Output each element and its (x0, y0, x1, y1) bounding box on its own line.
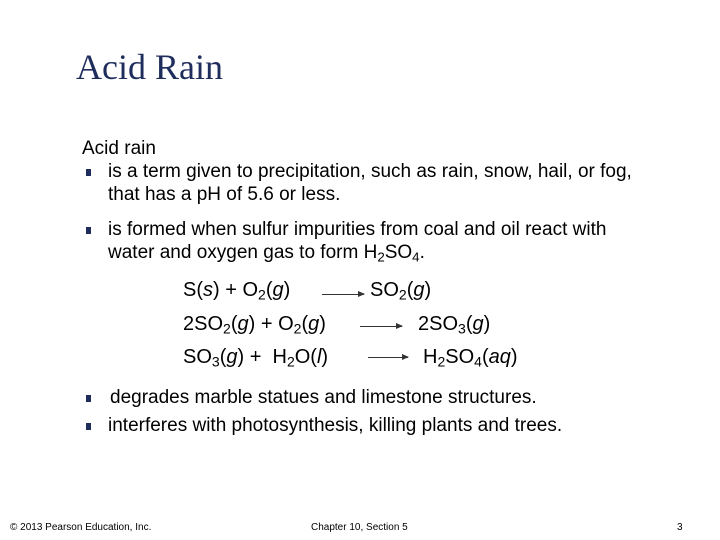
equation-2-reactants: $2SO_2(g) + O_2(g)$ (183, 313, 326, 337)
bullet-marker (86, 227, 91, 234)
bullet-text: is formed when sulfur impurities from coal and oil react with (108, 219, 607, 240)
bullet-text-continued: that has a pH of 5.6 or less. (108, 184, 341, 205)
bullet-marker (86, 423, 91, 430)
footer-page-number: 3 (677, 522, 683, 533)
footer-copyright: © 2013 Pearson Education, Inc. (10, 522, 152, 533)
reaction-arrow (360, 326, 402, 327)
section-heading: Acid rain (82, 138, 156, 159)
bullet-marker (86, 395, 91, 402)
bullet-marker (86, 169, 91, 176)
bullet-text-continued: water and oxygen gas to form $H_2SO_4$. (108, 242, 425, 265)
equation-3-products: $H_2SO_4(aq)$ (423, 346, 518, 370)
equation-1-products: $SO_2(g)$ (370, 279, 432, 303)
reaction-arrow (368, 357, 408, 358)
equation-2-products: $2SO_3(g)$ (418, 313, 491, 337)
equation-3-reactants: $SO_3(g) + H_2O(l)$ (183, 346, 329, 370)
slide-title: Acid Rain (76, 47, 223, 87)
bullet-text: interferes with photosynthesis, killing plants and trees. (108, 415, 563, 436)
bullet-text: degrades marble statues and limestone structures. (110, 387, 537, 408)
reaction-arrow (322, 294, 364, 295)
footer-chapter: Chapter 10, Section 5 (311, 522, 408, 533)
bullet-text: is a term given to precipitation, such as rain, snow, hail, or fog, (108, 161, 632, 182)
equation-1-reactants: $S(s) + O_2(g)$ (183, 279, 291, 303)
